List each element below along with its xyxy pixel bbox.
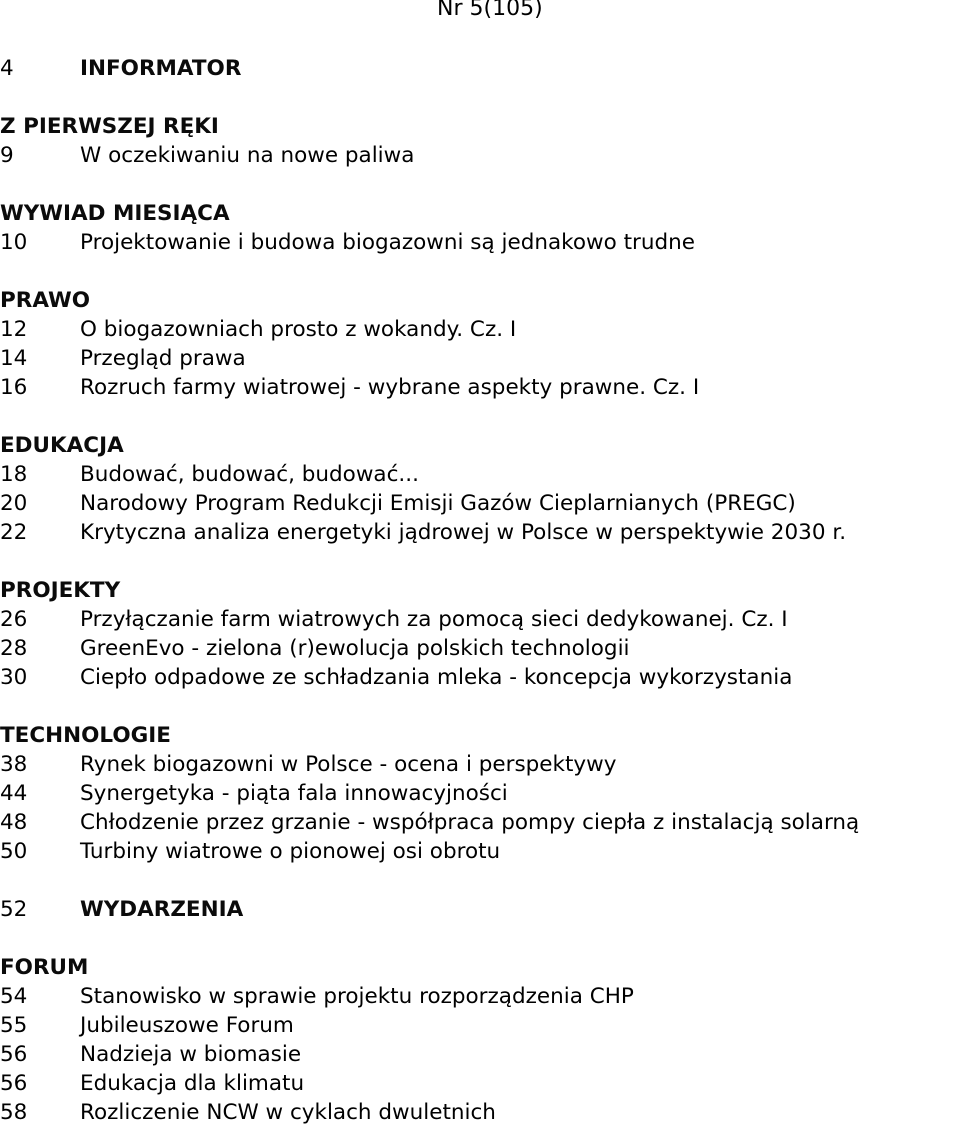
section-heading: INFORMATOR bbox=[80, 56, 242, 81]
page-number: 26 bbox=[0, 607, 28, 632]
entry-title: Rozliczenie NCW w cyklach dwuletnich bbox=[80, 1100, 496, 1125]
toc-entry[interactable] bbox=[0, 460, 960, 489]
page-number: 52 bbox=[0, 897, 28, 922]
section-heading-wywiad-miesiaca: WYWIAD MIESIĄCA bbox=[0, 201, 230, 226]
page-number: 55 bbox=[0, 1013, 28, 1038]
page-number: 48 bbox=[0, 810, 28, 835]
page-number: 12 bbox=[0, 317, 28, 342]
section-heading-technologie: TECHNOLOGIE bbox=[0, 723, 171, 748]
entry-title: Stanowisko w sprawie projektu rozporządzenia CHP bbox=[80, 984, 634, 1009]
page-number: 56 bbox=[0, 1071, 28, 1096]
page-number: 38 bbox=[0, 752, 28, 777]
toc-entry[interactable] bbox=[0, 750, 960, 779]
toc-entry[interactable] bbox=[0, 1011, 960, 1040]
entry-title: Nadzieja w biomasie bbox=[80, 1042, 302, 1067]
section-heading-projekty: PROJEKTY bbox=[0, 578, 121, 603]
page-number: 44 bbox=[0, 781, 28, 806]
entry-title: O biogazowniach prosto z wokandy. Cz. I bbox=[80, 317, 517, 342]
toc-entry[interactable] bbox=[0, 489, 960, 518]
page-number: 28 bbox=[0, 636, 28, 661]
toc-entry[interactable] bbox=[0, 779, 960, 808]
entry-title: Turbiny wiatrowe o pionowej osi obrotu bbox=[80, 839, 501, 864]
toc-entry[interactable] bbox=[0, 1040, 960, 1069]
page-number: 50 bbox=[0, 839, 28, 864]
entry-title: Edukacja dla klimatu bbox=[80, 1071, 305, 1096]
section-heading-edukacja: EDUKACJA bbox=[0, 433, 124, 458]
toc-entry[interactable] bbox=[0, 141, 960, 170]
toc-entry[interactable] bbox=[0, 634, 960, 663]
page-number: 18 bbox=[0, 462, 28, 487]
table-of-contents bbox=[0, 54, 960, 1127]
page-number: 16 bbox=[0, 375, 28, 400]
entry-title: Rynek biogazowni w Polsce - ocena i perspektywy bbox=[80, 752, 617, 777]
entry-title: Narodowy Program Redukcji Emisji Gazów Cieplarnianych (PREGC) bbox=[80, 491, 796, 516]
toc-entry[interactable] bbox=[0, 228, 960, 257]
toc-entry[interactable] bbox=[0, 344, 960, 373]
page-number: 54 bbox=[0, 984, 28, 1009]
page-number: 58 bbox=[0, 1100, 28, 1125]
toc-entry[interactable] bbox=[0, 605, 960, 634]
section-heading-forum: FORUM bbox=[0, 955, 89, 980]
toc-entry[interactable] bbox=[0, 518, 960, 547]
entry-title: W oczekiwaniu na nowe paliwa bbox=[80, 143, 415, 168]
entry-title: Jubileuszowe Forum bbox=[80, 1013, 294, 1038]
toc-entry[interactable] bbox=[0, 982, 960, 1011]
entry-title: Przegląd prawa bbox=[80, 346, 246, 371]
section-heading: WYDARZENIA bbox=[80, 897, 244, 922]
toc-entry[interactable] bbox=[0, 808, 960, 837]
toc-entry[interactable] bbox=[0, 1069, 960, 1098]
toc-entry[interactable] bbox=[0, 837, 960, 866]
entry-title: Krytyczna analiza energetyki jądrowej w Polsce w perspektywie 2030 r. bbox=[80, 520, 847, 545]
page-number: 14 bbox=[0, 346, 28, 371]
entry-title: GreenEvo - zielona (r)ewolucja polskich technologii bbox=[80, 636, 630, 661]
entry-title: Ciepło odpadowe ze schładzania mleka - koncepcja wykorzystania bbox=[80, 665, 793, 690]
entry-title: Synergetyka - piąta fala innowacyjności bbox=[80, 781, 508, 806]
page-number: 22 bbox=[0, 520, 28, 545]
section-heading-z-pierwszej-reki: Z PIERWSZEJ RĘKI bbox=[0, 114, 219, 139]
page-number: 10 bbox=[0, 230, 28, 255]
toc-entry[interactable] bbox=[0, 373, 960, 402]
entry-title: Rozruch farmy wiatrowej - wybrane aspekty prawne. Cz. I bbox=[80, 375, 700, 400]
entry-title: Projektowanie i budowa biogazowni są jednakowo trudne bbox=[80, 230, 695, 255]
toc-entry[interactable] bbox=[0, 1098, 960, 1127]
page-number: 9 bbox=[0, 143, 14, 168]
entry-title: Budować, budować, budować... bbox=[80, 462, 419, 487]
page-number: 20 bbox=[0, 491, 28, 516]
page-number: 4 bbox=[0, 56, 14, 81]
toc-entry-wydarzenia[interactable] bbox=[0, 895, 960, 924]
section-heading-prawo: PRAWO bbox=[0, 288, 90, 313]
toc-entry[interactable] bbox=[0, 315, 960, 344]
page-number: 56 bbox=[0, 1042, 28, 1067]
entry-title: Chłodzenie przez grzanie - współpraca pompy ciepła z instalacją solarną bbox=[80, 810, 860, 835]
page-number: 30 bbox=[0, 665, 28, 690]
toc-entry[interactable] bbox=[0, 663, 960, 692]
entry-title: Przyłączanie farm wiatrowych za pomocą sieci dedykowanej. Cz. I bbox=[80, 607, 788, 632]
issue-number: Nr 5(105) bbox=[437, 0, 543, 21]
toc-entry-informator[interactable] bbox=[0, 54, 960, 83]
